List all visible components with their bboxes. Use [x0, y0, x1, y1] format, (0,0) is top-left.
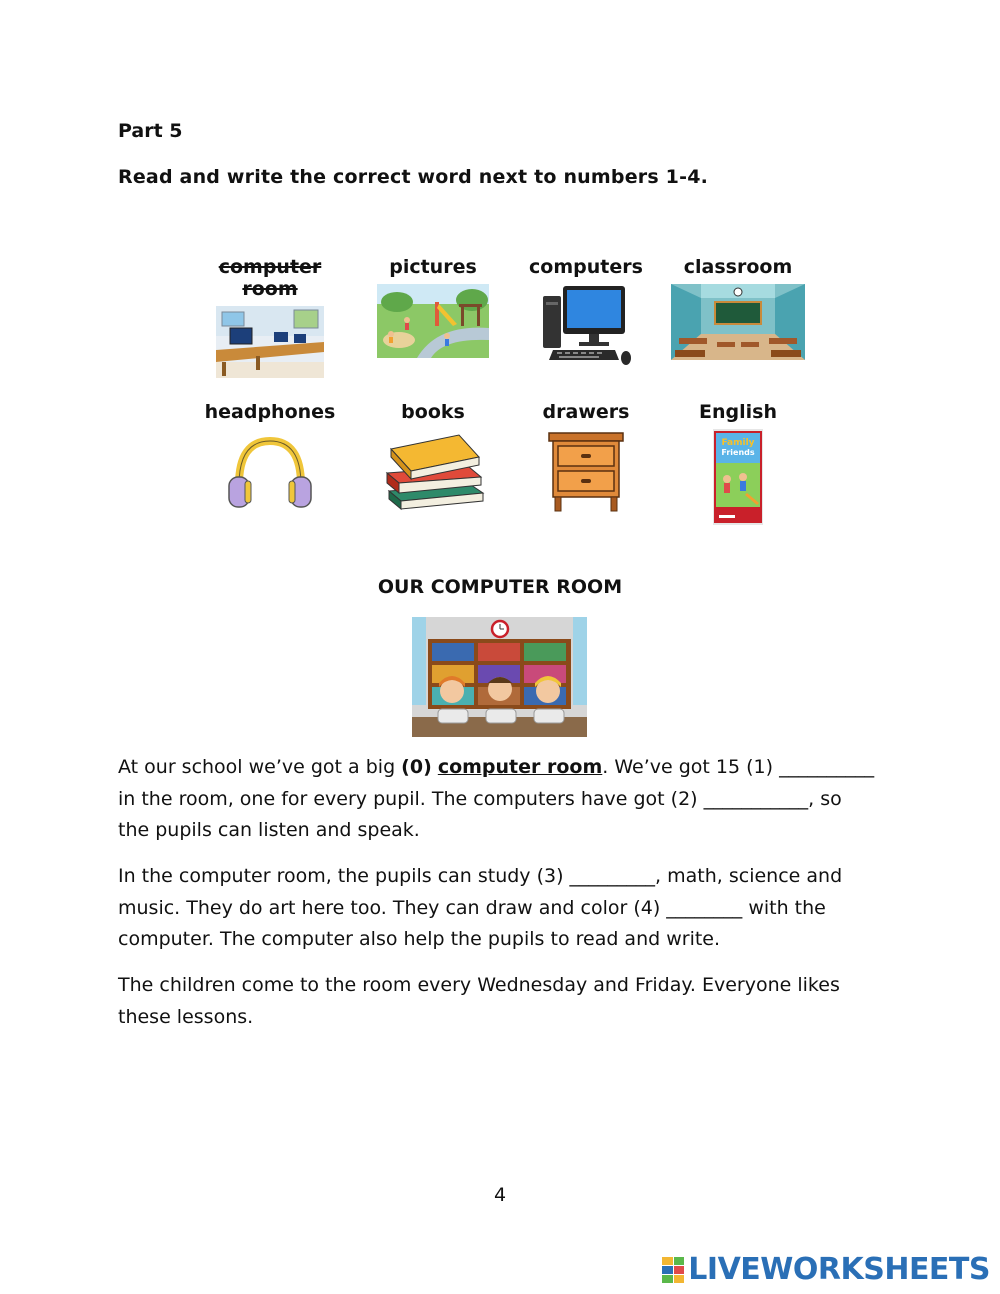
- english-book-picture: [713, 429, 763, 525]
- instructions: Read and write the correct word next to numbers 1-4.: [118, 166, 709, 188]
- computer-room-illustration: [412, 617, 587, 737]
- word-bank-item: [658, 401, 818, 525]
- word-bank-item: [353, 256, 513, 358]
- books-picture: [379, 429, 487, 511]
- svg-text:Friends: Friends: [721, 448, 755, 457]
- computer-room-picture: [216, 306, 324, 378]
- computer-picture: [539, 284, 633, 366]
- svg-text:Family: Family: [721, 438, 755, 448]
- liveworksheets-brand: [662, 1252, 990, 1287]
- word-label-computers: computers: [529, 256, 643, 278]
- example-answer: computer room: [437, 756, 603, 778]
- word-label-books: books: [401, 401, 465, 423]
- liveworksheets-logo-icon: [662, 1257, 684, 1283]
- paragraph-3: The children come to the room every Wednesday and Friday. Everyone likes these lessons.: [118, 974, 840, 1028]
- paragraph-1: At our school we’ve got a big (0) computer room. We’ve got 15 (1) __________ in the room, one for every pupil. The computers have got (2) ___________, so the pupils can listen and speak.: [118, 756, 875, 841]
- word-bank-item: [190, 256, 350, 378]
- word-bank-item: [353, 401, 513, 511]
- word-label-english: English: [699, 401, 777, 423]
- classroom-picture: [671, 284, 805, 360]
- word-label-classroom: classroom: [683, 256, 793, 278]
- word-label-computer-room: computer room: [218, 256, 322, 300]
- word-label-drawers: drawers: [542, 401, 630, 423]
- word-label-headphones: headphones: [204, 401, 336, 423]
- headphones-picture: [225, 429, 315, 511]
- paragraph-2: In the computer room, the pupils can study (3) _________, math, science and music. They do art here too. They can draw and color (4) ________ with the computer. The computer also help the pupils to read and write.: [118, 865, 843, 950]
- word-label-pictures: pictures: [389, 256, 477, 278]
- part-title: Part 5: [118, 120, 183, 142]
- story-title: OUR COMPUTER ROOM: [377, 576, 623, 598]
- drawers-picture: [543, 429, 629, 513]
- word-bank-item: [190, 401, 350, 511]
- brand-text: LIVEWORKSHEETS: [688, 1252, 990, 1287]
- word-bank-item: [658, 256, 818, 360]
- word-bank-item: [506, 401, 666, 513]
- example-number: (0): [401, 756, 432, 778]
- page-number: 4: [493, 1184, 507, 1206]
- playground-picture: [377, 284, 489, 358]
- word-bank-item: [506, 256, 666, 366]
